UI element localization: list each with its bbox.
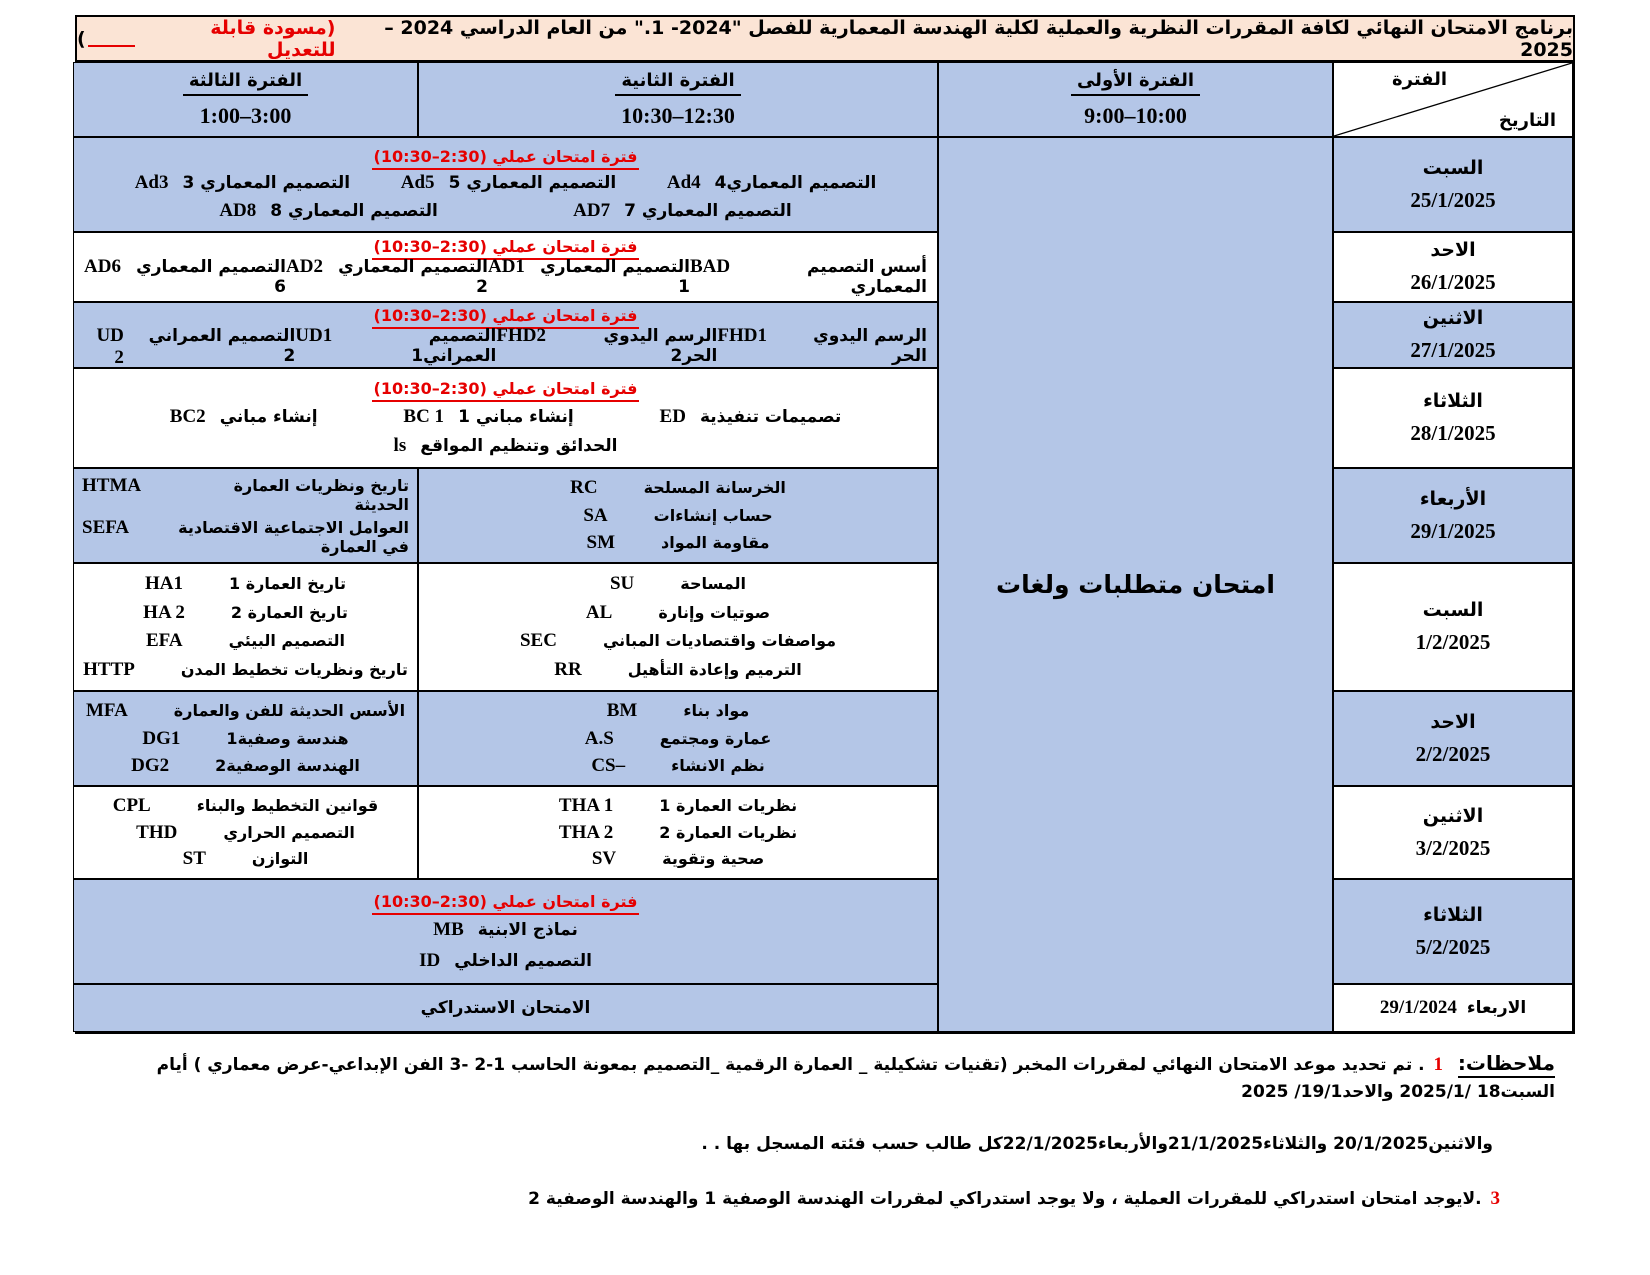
date-value: 2/2/2025	[1415, 741, 1491, 766]
course-item	[690, 256, 927, 297]
course-item	[427, 728, 929, 750]
course-item	[427, 822, 929, 844]
course-name: التصميم العمراني 2	[148, 326, 296, 366]
course-name: إنشاء مباني	[219, 406, 318, 427]
course-code: SM	[586, 531, 615, 553]
course-code: HA1	[145, 573, 184, 595]
course-code: ED	[659, 405, 686, 427]
course-code: FHD2	[496, 325, 546, 346]
course-item	[82, 517, 409, 556]
courses-cell	[73, 232, 938, 302]
note-1-text: . تم تحديد موعد الامتحان النهائي لمقررات المخبر (تقنيات تشكيلية _ العمارة الرقمية _التصميم بمعونة الحاسب 1-2 -3 الفن الإبداعي-عرض معماري ) أيام السبت18 /2025/1 والاحد19/1/ 2025	[156, 1055, 1555, 1102]
practical-period-note	[84, 147, 927, 166]
course-name: التصميم البيئي	[228, 631, 346, 651]
course-name: تصميمات تنفيذية	[699, 406, 842, 427]
course-code: EFA	[145, 630, 183, 652]
title-draft-underline	[88, 31, 136, 47]
course-code: SEFA	[82, 517, 130, 538]
course-name: التصميم الداخلي	[454, 950, 592, 971]
course-code: SEC	[519, 630, 557, 652]
course-name: المساحة	[680, 574, 747, 594]
period3-courses-cell	[73, 563, 418, 691]
course-item	[496, 325, 717, 366]
course-item	[82, 795, 409, 817]
requirements-languages-exam-cell	[938, 137, 1333, 1032]
course-item	[394, 435, 618, 457]
course-item	[286, 256, 488, 297]
practical-period-label: فترة امتحان عملي (2:30–10:30)	[372, 147, 640, 170]
course-name: الترميم وإعادة التأهيل	[627, 659, 802, 679]
course-item	[82, 700, 409, 722]
course-name: الأسس الحديثة للفن والعمارة	[173, 701, 406, 721]
course-item	[82, 475, 409, 514]
course-name: تاريخ ونظريات تخطيط المدن	[180, 659, 408, 679]
course-code: SV	[591, 848, 617, 870]
course-line	[84, 256, 927, 297]
course-code: THA 2	[558, 821, 614, 843]
course-name: العوامل الاجتماعية الاقتصادية في العمارة	[178, 518, 409, 556]
course-item	[427, 755, 929, 777]
practical-period-note	[84, 892, 927, 911]
date-cell	[1333, 302, 1573, 368]
course-item	[82, 728, 409, 750]
note-3-text: .لايوجد امتحان استدراكي للمقررات العملية ، ولا يوجد استدراكي لمقررات الهندسة الوصفية 1 والهندسة الوصفية 2	[528, 1188, 1482, 1209]
course-item	[82, 822, 409, 844]
course-item	[427, 659, 929, 681]
date-cell	[1333, 137, 1573, 232]
note-2-text: والاثنين20/1/2025 والثلاثاء21/1/2025والأربعاء22/1/2025كل طالب حسب فئته المسجل بها . .	[701, 1134, 1493, 1154]
course-name: التصميم المعماري 5	[448, 173, 617, 193]
practical-period-note	[84, 306, 927, 325]
course-code: UD1	[295, 325, 333, 346]
period1-time: 9:00–10:00	[1084, 103, 1187, 128]
corner-header-cell	[1333, 62, 1573, 137]
course-item	[427, 602, 929, 624]
course-code: AD6	[84, 256, 121, 278]
course-name: الرسم اليدوي الحر2	[603, 326, 718, 366]
note-line-1	[85, 1048, 1555, 1105]
course-name: الخرسانة المسلحة	[643, 478, 786, 498]
course-name: التصميم المعماري 1	[540, 257, 690, 298]
course-name: إنشاء مباني 1	[458, 406, 574, 427]
course-code: SA	[583, 504, 608, 526]
course-name: مواصفات واقتصاديات المباني	[602, 631, 837, 651]
course-line	[84, 325, 927, 369]
course-item	[403, 406, 573, 428]
period2-courses-cell	[418, 563, 938, 691]
note-1-number: 1	[1433, 1054, 1443, 1075]
course-name: التصميم المعماري 7	[624, 201, 792, 221]
course-code: Ad4	[666, 172, 701, 193]
practical-period-label: فترة امتحان عملي (2:30–10:30)	[372, 306, 640, 329]
course-item	[427, 532, 929, 554]
note-line-2	[85, 1132, 1493, 1158]
course-item	[667, 172, 876, 194]
course-code: SU	[609, 573, 635, 595]
course-code: A.S	[584, 727, 614, 749]
course-code: ls	[393, 434, 407, 456]
date-cell	[1333, 984, 1573, 1032]
title-draft-note: (مسودة قابلة للتعديل	[210, 16, 336, 61]
course-name: الحدائق وتنظيم المواقع	[420, 435, 618, 456]
course-name: مقاومة المواد	[661, 532, 770, 552]
table-title	[75, 15, 1575, 60]
course-code: UD 2	[96, 325, 124, 368]
course-name: التصميم المعماري 2	[338, 257, 488, 298]
course-name: نماذج الابنية	[477, 920, 578, 940]
date-cell	[1333, 232, 1573, 302]
course-item	[82, 573, 409, 595]
course-item	[401, 172, 616, 194]
day-name: الأربعاء	[1419, 487, 1487, 510]
course-code: ST	[182, 848, 206, 870]
course-name: نظم الانشاء	[671, 755, 765, 775]
course-name: قوانين التخطيط والبناء	[196, 795, 379, 815]
course-item	[488, 256, 690, 297]
day-name: السبت	[1422, 599, 1484, 621]
course-code: Ad3	[134, 172, 169, 193]
date-value: 25/1/2025	[1410, 187, 1496, 212]
date-cell	[1333, 786, 1573, 879]
course-item	[427, 477, 929, 499]
course-name: مواد بناء	[683, 701, 750, 721]
title-text: برنامج الامتحان النهائي لكافة المقررات النظرية والعملية لكلية الهندسة المعمارية للفصل "2024- 1." من العام الدراسي 2024 – 2025	[384, 16, 1573, 61]
course-name: أسس التصميم المعماري	[806, 257, 927, 298]
courses-cell	[73, 879, 938, 984]
period2-time: 10:30–12:30	[621, 103, 735, 128]
course-name: التصميم المعماري 8	[270, 201, 438, 221]
date-cell	[1333, 563, 1573, 691]
date-value: 29/1/2025	[1410, 518, 1496, 543]
practical-period-label: فترة امتحان عملي (2:30–10:30)	[372, 237, 640, 260]
note-line-3	[85, 1185, 1503, 1214]
course-item	[82, 755, 409, 777]
course-code: BC 1	[403, 405, 445, 427]
course-item	[84, 325, 295, 369]
day-name: الاثنين	[1422, 804, 1484, 827]
course-code: Ad5	[400, 172, 435, 193]
period2-courses-cell	[418, 468, 938, 563]
date-value: 26/1/2025	[1410, 270, 1496, 294]
period3-courses-cell	[73, 468, 418, 563]
day-name: الاثنين	[1422, 307, 1484, 329]
course-code: AD8	[219, 200, 257, 221]
notes-label: ملاحظات:	[1458, 1051, 1555, 1078]
course-item	[433, 919, 578, 941]
course-code: HTTP	[83, 658, 135, 680]
course-code: BM	[606, 700, 638, 722]
course-name: التصميم المعماري 6	[136, 257, 286, 298]
date-value: 5/2/2025	[1415, 934, 1491, 959]
date-value: 1/2/2025	[1415, 630, 1491, 654]
course-item	[419, 950, 592, 972]
practical-period-note	[84, 379, 927, 398]
period3-courses-cell	[73, 691, 418, 786]
date-value: 28/1/2025	[1410, 421, 1496, 445]
course-name: حساب إنشاءات	[653, 505, 773, 525]
course-code: –CS	[591, 754, 626, 776]
course-code: RR	[554, 658, 582, 680]
course-code: ID	[419, 949, 441, 971]
course-code: THA 1	[558, 794, 614, 816]
course-line	[84, 998, 927, 1018]
corner-period-label: الفترة	[1392, 69, 1448, 90]
course-line	[84, 172, 927, 194]
date-cell	[1333, 368, 1573, 468]
course-item	[295, 325, 496, 366]
course-code: FHD1	[717, 325, 767, 346]
course-line	[84, 406, 927, 428]
course-name: التصميم العمراني1	[411, 326, 497, 366]
period2-label: الفترة الثانية	[615, 70, 740, 96]
course-item	[660, 406, 842, 428]
date-value: 29/1/2024	[1379, 997, 1457, 1018]
course-code: THD	[136, 821, 178, 843]
day-name: السبت	[1422, 156, 1484, 179]
period1-header	[938, 62, 1333, 137]
makeup-exam-cell	[73, 984, 938, 1032]
period3-header	[73, 62, 418, 137]
requirements-exam-label: امتحان متطلبات ولغات	[996, 570, 1275, 599]
courses-cell	[73, 137, 938, 232]
course-code: MB	[433, 919, 464, 940]
course-code: DG2	[131, 754, 170, 776]
course-name: الامتحان الاستدراكي	[420, 998, 591, 1018]
course-name: التصميم المعماري4	[714, 173, 877, 193]
course-line	[84, 435, 927, 457]
course-item	[219, 200, 438, 222]
schedule-grid	[75, 60, 1575, 1034]
day-name: الاربعاء	[1466, 998, 1527, 1018]
title-close-paren: )	[77, 27, 86, 50]
exam-schedule-table	[75, 15, 1575, 1034]
course-code: AD2	[286, 256, 323, 278]
course-item	[427, 573, 929, 595]
course-name: التصميم الحراري	[223, 822, 355, 842]
practical-period-label: فترة امتحان عملي (2:30–10:30)	[372, 892, 640, 915]
period2-courses-cell	[418, 691, 938, 786]
course-item	[82, 630, 409, 652]
date-cell	[1333, 468, 1573, 563]
period3-courses-cell	[73, 786, 418, 879]
course-line	[84, 950, 927, 972]
course-item	[82, 848, 409, 870]
corner-date-label: التاريخ	[1498, 110, 1556, 131]
course-code: HA 2	[143, 601, 185, 623]
date-cell	[1333, 691, 1573, 786]
day-name: الاحد	[1430, 239, 1476, 261]
course-code: DG1	[142, 727, 181, 749]
course-name: نظريات العمارة 2	[659, 822, 798, 842]
course-code: AD7	[573, 200, 611, 221]
course-name: تاريخ العمارة 2	[230, 602, 348, 622]
course-code: AD1	[487, 256, 525, 278]
course-item	[82, 602, 409, 624]
course-item	[421, 998, 591, 1018]
course-name: التوازن	[251, 849, 309, 869]
day-name: الاحد	[1430, 710, 1476, 733]
course-name: التصميم المعماري 3	[182, 173, 351, 193]
notes-section	[85, 1048, 1555, 1240]
course-item	[427, 505, 929, 527]
course-name: نظريات العمارة 1	[659, 795, 798, 815]
course-line	[84, 200, 927, 222]
date-value: 27/1/2025	[1410, 338, 1496, 362]
course-code: BC2	[169, 405, 206, 427]
period3-label: الفترة الثالثة	[183, 70, 308, 96]
note-3-number: 3	[1490, 1187, 1500, 1209]
course-item	[427, 848, 929, 870]
course-code: CPL	[112, 794, 151, 816]
course-item	[170, 406, 318, 428]
course-item	[427, 795, 929, 817]
period2-header	[418, 62, 938, 137]
period3-time: 1:00–3:00	[199, 103, 292, 128]
course-item	[135, 172, 350, 194]
practical-period-note	[84, 237, 927, 256]
day-name: الثلاثاء	[1423, 903, 1483, 926]
period2-courses-cell	[418, 786, 938, 879]
day-name: الثلاثاء	[1423, 390, 1483, 412]
course-item	[82, 659, 409, 681]
date-cell	[1333, 879, 1573, 984]
course-name: هندسة وصفية1	[226, 728, 349, 748]
course-code: MFA	[85, 700, 128, 722]
course-item	[427, 700, 929, 722]
course-name: صوتيات وإنارة	[658, 602, 771, 622]
courses-cell	[73, 302, 938, 368]
course-name: الهندسة الوصفية2	[215, 755, 360, 775]
course-name: الرسم اليدوي الحر	[813, 326, 927, 366]
course-code: RC	[570, 477, 598, 499]
course-code: BAD	[689, 256, 731, 278]
course-name: تاريخ العمارة 1	[229, 574, 346, 594]
courses-cell	[73, 368, 938, 468]
period1-label: الفترة الأولى	[1071, 70, 1200, 96]
course-item	[717, 325, 927, 366]
course-item	[84, 256, 286, 297]
course-item	[427, 630, 929, 652]
course-code: HTMA	[82, 475, 142, 496]
course-line	[84, 919, 927, 941]
course-code: AL	[585, 601, 613, 623]
course-name: تاريخ ونظريات العمارة الحديثة	[233, 476, 409, 514]
course-name: عمارة ومجتمع	[659, 728, 772, 748]
course-name: صحية وتقوية	[662, 849, 765, 869]
practical-period-label: فترة امتحان عملي (2:30–10:30)	[372, 379, 640, 402]
course-item	[573, 200, 792, 222]
date-value: 3/2/2025	[1415, 835, 1491, 860]
